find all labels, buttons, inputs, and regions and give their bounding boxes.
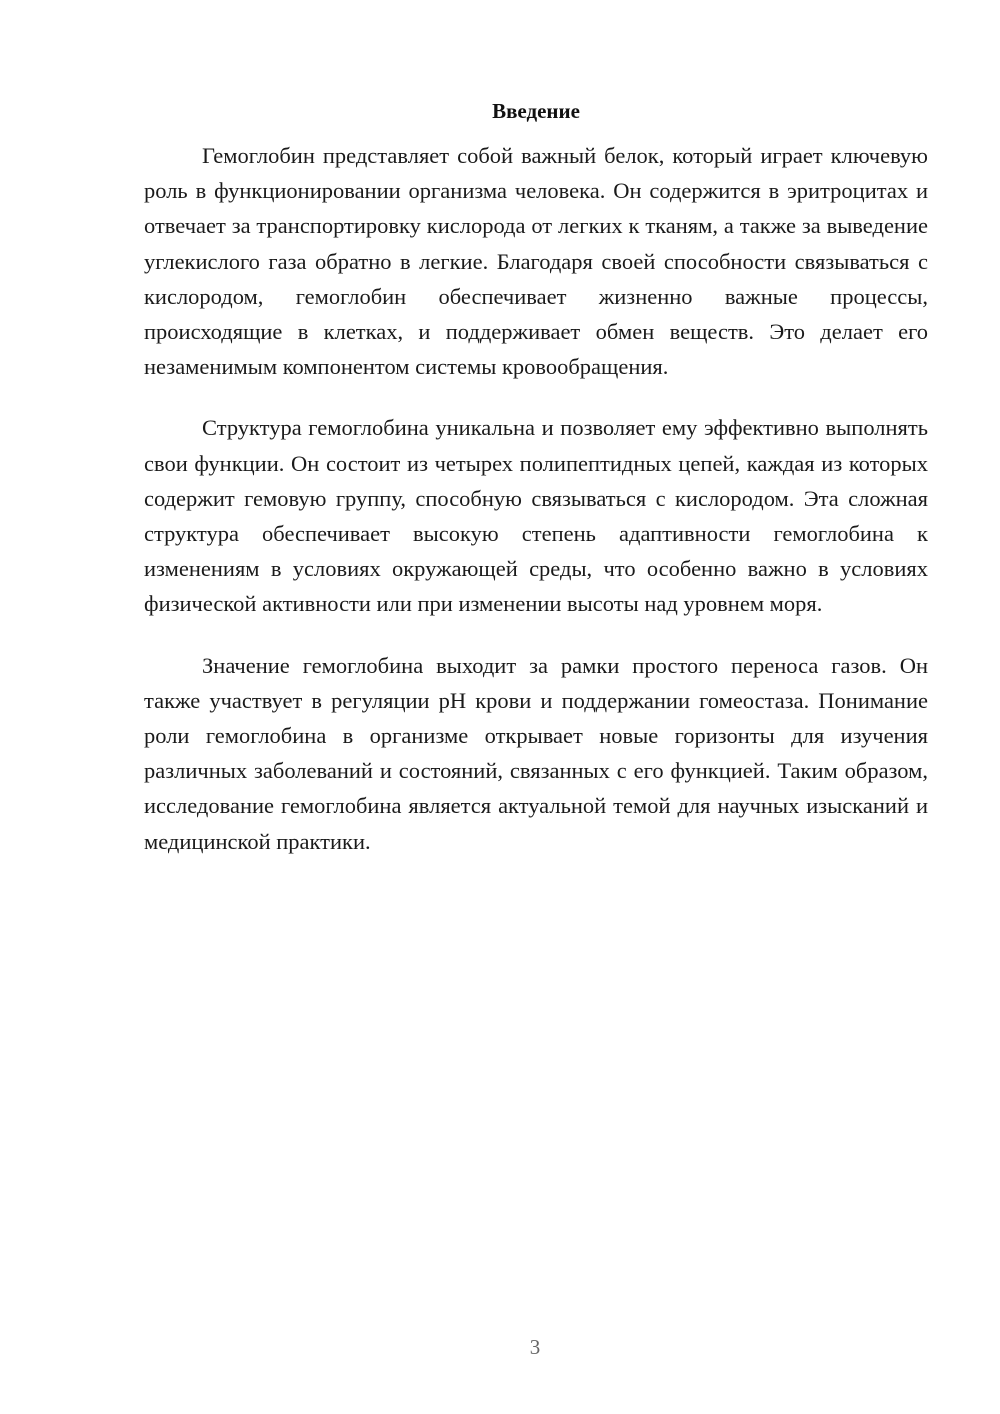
section-heading: Введение [492, 99, 580, 123]
page-content [144, 96, 928, 885]
paragraph-3: Значение гемоглобина выходит за рамки простого переноса газов. Он также участвует в регуляции pH крови и поддержании гомеостаза. Понимание роли гемоглобина в организме открывает новые горизонты для изучения различных заболеваний и состояний, связанных с его функцией. Таким образом, исследование гемоглобина является актуальной темой для научных изысканий и медицинской практики. [144, 652, 928, 854]
page-number: 3 [529, 1335, 541, 1359]
paragraph-2: Структура гемоглобина уникальна и позволяет ему эффективно выполнять свои функции. Он состоит из четырех полипептидных цепей, каждая из которых содержит гемовую группу, способную связываться с кислородом. Эта сложная структура обеспечивает высокую степень адаптивности гемоглобина к изменениям в условиях окружающей среды, что особенно важно в условиях физической активности или при изменении высоты над уровнем моря. [144, 415, 928, 617]
paragraph-1: Гемоглобин представляет собой важный белок, который играет ключевую роль в функционировании организма человека. Он содержится в эритроцитах и отвечает за транспортировку кислорода от легких к тканям, а также за выведение углекислого газа обратно в легкие. Благодаря своей способности связываться с кислородом, гемоглобин обеспечивает жизненно важные процессы, происходящие в клетках, и поддерживает обмен веществ. Это делает его незаменимым компонентом системы кровообращения. [144, 143, 928, 380]
